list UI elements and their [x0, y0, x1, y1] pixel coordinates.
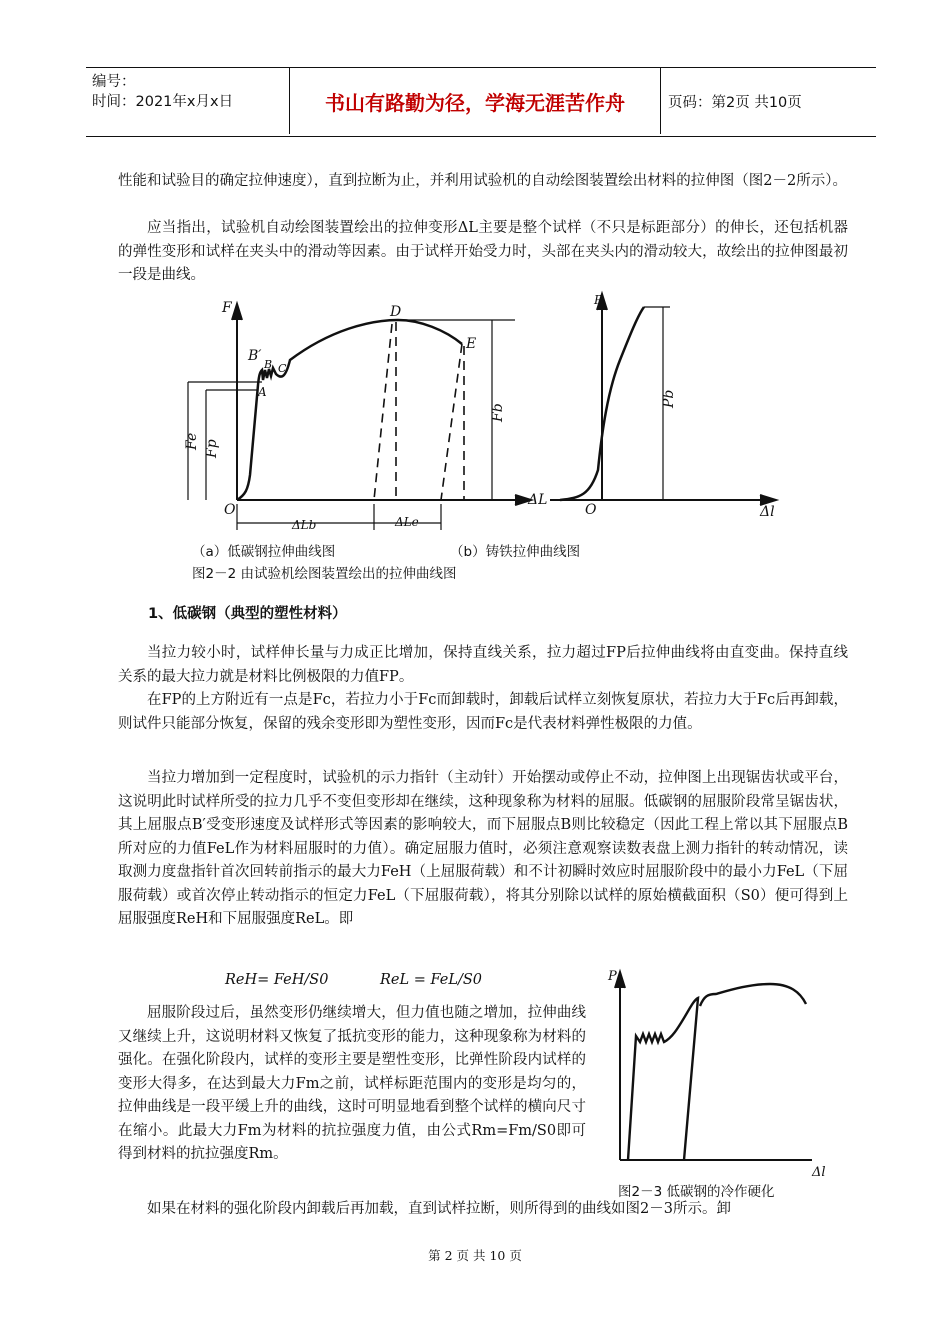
fig-a-label-F: F	[222, 300, 232, 316]
fig-a-label-Bp: B′	[248, 348, 262, 364]
fig23-label-P: P	[608, 969, 617, 984]
fig-a-label-C: C	[278, 362, 287, 375]
document-number-label: 编号：	[92, 74, 136, 90]
fig-a-label-O: O	[224, 502, 236, 518]
header-page-label: 页码：第2页 共10页	[668, 94, 802, 111]
paragraph-2: 应当指出，试验机自动绘图装置绘出的拉伸变形ΔL主要是整个试样（不只是标距部分）的伸长，还包括机器的弹性变形和试样在夹头中的滑动等因素。由于试样开始受力时，头部在夹头内的滑动较大，故绘出的拉伸图最初一段是曲线。	[118, 220, 848, 283]
section-heading-low-carbon-steel: 1、低碳钢（典型的塑性材料）	[148, 606, 347, 622]
figure-2-2b-caption: （b）铸铁拉伸曲线图	[450, 544, 581, 560]
paragraph-3: 当拉力较小时，试样伸长量与力成正比增加，保持直线关系，拉力超过FP后拉伸曲线将由直变曲。保持直线关系的最大拉力就是材料比例极限的力值FP。	[118, 645, 848, 685]
page-footer: 第 2 页 共 10 页	[428, 1248, 522, 1263]
fig-a-label-dLe: ΔLe	[395, 515, 419, 529]
fig-a-label-B: B	[264, 358, 273, 371]
fig-b-label-Pb: Pb	[661, 389, 677, 408]
header-motto: 书山有路勤为径，学海无涯苦作舟	[289, 68, 661, 134]
page-header	[86, 67, 876, 137]
figure-2-3	[600, 962, 840, 1184]
fig-a-label-dL: ΔL	[528, 492, 548, 508]
formula-rel: ReL = FeL/S0	[380, 972, 483, 988]
fig-a-label-Fe: Fe	[184, 432, 200, 450]
fig-a-label-Fp: Fp	[204, 439, 220, 458]
header-meta	[92, 72, 288, 112]
paragraph-7: 如果在材料的强化阶段内卸载后再加载，直到试样拉断，则所得到的曲线如图2－3所示。卸	[147, 1201, 731, 1217]
figure-2-3-caption: 图2－3 低碳钢的冷作硬化	[618, 1184, 775, 1200]
figure-2-2a-caption: （a）低碳钢拉伸曲线图	[192, 544, 336, 560]
formula-reh: ReH= FeH/S0	[225, 972, 329, 988]
fig-a-label-D: D	[390, 304, 402, 320]
fig-a-label-dLb: ΔLb	[292, 518, 317, 532]
figure-2-2-caption: 图2－2 由试验机绘图装置绘出的拉伸曲线图	[192, 566, 457, 582]
figure-2-2	[170, 290, 790, 540]
fig-a-label-Fb: Fb	[490, 403, 506, 422]
fig-a-tension-curve	[237, 320, 462, 500]
fig-b-label-O: O	[585, 502, 597, 518]
paragraph-4: 在FP的上方附近有一点是Fc，若拉力小于Fc而卸载时，卸载后试样立刻恢复原状，若拉力大于Fc后再卸载，则试件只能部分恢复，保留的残余变形即为塑性变形，因而Fc是代表材料弹性极限的力值。	[118, 692, 848, 732]
fig-a-unload-line-1	[374, 324, 392, 500]
fig-b-label-dl: Δl	[760, 504, 775, 520]
fig-a-label-A: A	[258, 385, 267, 399]
fig-a-y-arrow	[232, 304, 242, 320]
fig23-label-dl: Δl	[812, 1165, 826, 1180]
fig-b-label-P: P	[594, 293, 603, 307]
fig-a-unload-line-3	[441, 344, 462, 500]
paragraph-5: 当拉力增加到一定程度时，试验机的示力指针（主动针）开始摆动或停止不动，拉伸图上出现锯齿状或平台，这说明此时试样所受的拉力几乎不变但变形却在继续，这种现象称为材料的屈服。低碳钢的屈服阶段常呈锯齿状，其上屈服点B′受变形速度及试样形式等因素的影响较大，而下屈服点B则比较稳定（因此工程上常以其下屈服点B所对应的力值FeL作为材料屈服时的力值）。确定屈服力值时，必须注意观察读数表盘上测力指针的转动情况，读取测力度盘指针首次回转前指示的最大力FeH（上屈服荷载）和不计初瞬时效应时屈服阶段中的最小力FeL（下屈服荷载）或首次停止转动指示的恒定力FeL（下屈服荷载），将其分别除以试样的原始横截面积（S0）便可得到上屈服强度ReH和下屈服强度ReL。即	[118, 770, 848, 927]
fig23-tension-curve	[628, 984, 806, 1160]
paragraph-1: 性能和试验目的确定拉伸速度），直到拉断为止，并利用试验机的自动绘图装置绘出材料的拉伸图（图2－2所示）。	[118, 173, 847, 189]
paragraph-6: 屈服阶段过后，虽然变形仍继续增大，但力值也随之增加，拉伸曲线又继续上升，这说明材料又恢复了抵抗变形的能力，这种现象称为材料的强化。在强化阶段内，试样的变形主要是塑性变形，比弹性阶段内试样的变形大得多，在达到最大力Fm之前，试样标距范围内的变形是均匀的，拉伸曲线是一段平缓上升的曲线，这时可明显地看到整个试样的横向尺寸在缩小。此最大力Fm为材料的抗拉强度力值，由公式Rm=Fm/S0即可得到材料的抗拉强度Rm。	[118, 1005, 586, 1162]
fig-a-label-E: E	[466, 336, 477, 352]
document-date-label: 时间：2021年x月x日	[92, 94, 234, 110]
